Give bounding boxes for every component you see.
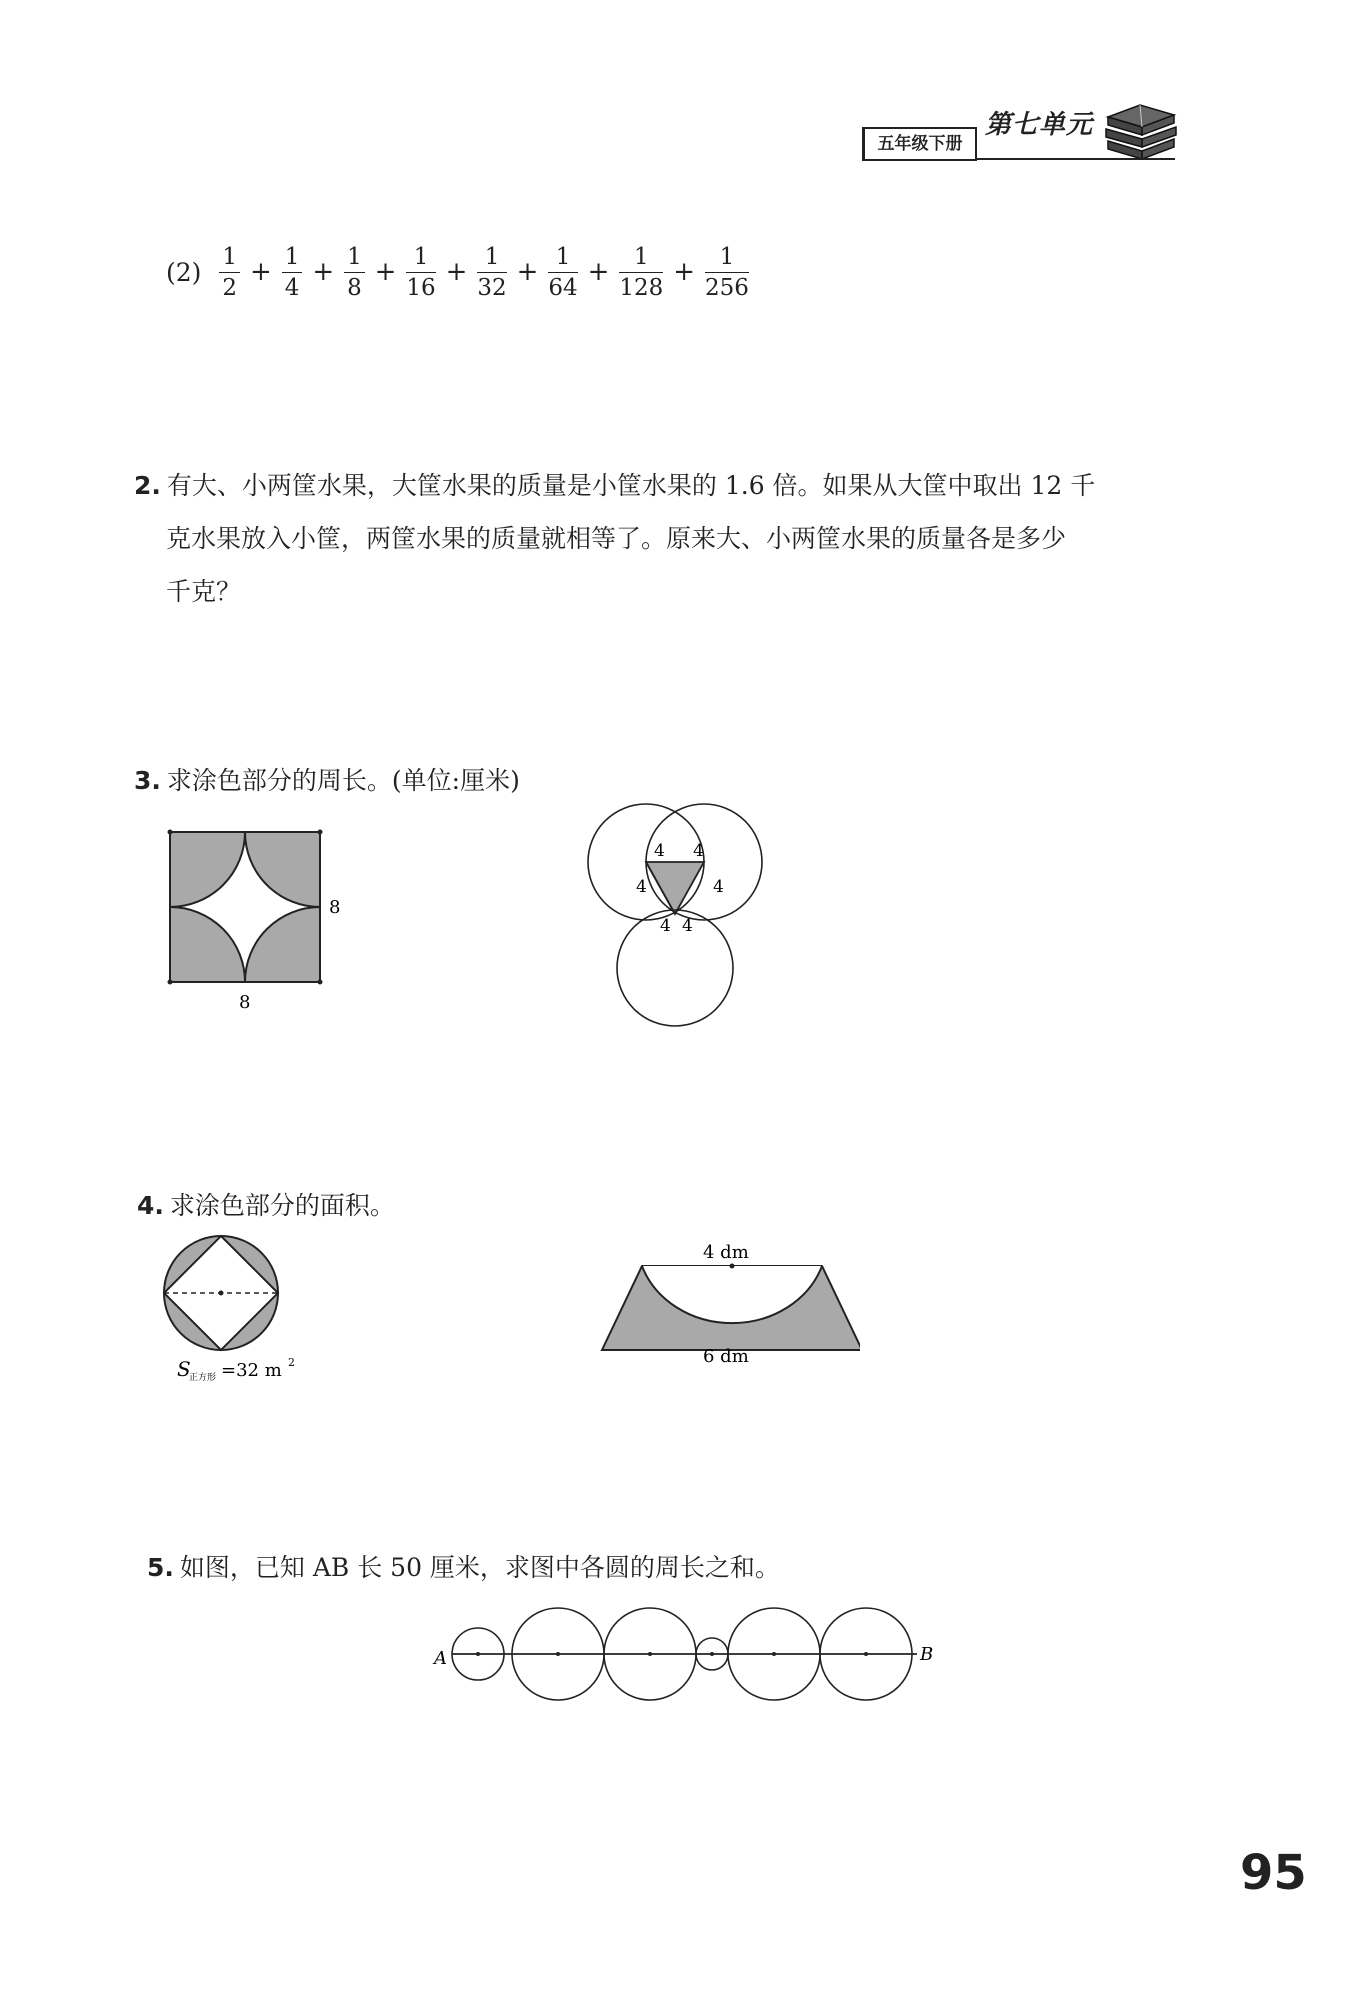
q4-bottom-label: 6 dm	[703, 1346, 749, 1367]
q2-line: 千克？	[166, 577, 242, 606]
fraction: $\frac{1}{64}$	[548, 244, 578, 301]
q5-prompt: 如图，已知 AB 长 50 厘米，求图中各圆的周长之和。	[179, 1553, 780, 1582]
fraction: $\frac{1}{2}$	[219, 242, 240, 303]
svg-text:2: 2	[288, 1356, 295, 1369]
plus-sign: +	[445, 257, 468, 287]
fraction: $\frac{1}{4}$	[282, 242, 303, 303]
plus-sign: +	[516, 257, 539, 287]
q3-text	[134, 758, 520, 803]
plus-sign: +	[673, 257, 696, 287]
q3-side-label: 8	[329, 897, 341, 918]
plus-sign: +	[374, 257, 397, 287]
svg-text:=32 m: =32 m	[221, 1360, 282, 1381]
q5-label-b: B	[920, 1644, 934, 1665]
q2-text	[134, 463, 1214, 614]
q3-fig2-label: 4	[713, 877, 724, 897]
plus-sign: +	[312, 257, 335, 287]
fraction: $\frac{1}{128}$	[619, 244, 664, 301]
q3-figure-square	[160, 822, 360, 1022]
q3-figure-circles	[580, 800, 780, 1040]
q3-prompt: 求涂色部分的周长。(单位:厘米)	[166, 766, 520, 795]
q5-label-a: A	[434, 1648, 447, 1669]
q3-fig2-label: 4	[682, 916, 693, 936]
plus-sign: +	[587, 257, 610, 287]
q3-fig2-label: 4	[636, 877, 647, 897]
q4-top-label: 4 dm	[703, 1242, 749, 1263]
q5-number: 5.	[147, 1553, 174, 1582]
fraction: $\frac{1}{32}$	[477, 244, 507, 301]
q4-prompt: 求涂色部分的面积。	[169, 1191, 395, 1220]
header-rule	[975, 158, 1175, 160]
q5-figure-circles	[430, 1600, 940, 1710]
q3-number: 3.	[134, 766, 161, 795]
q3-bottom-label: 8	[239, 992, 251, 1013]
q1-label: (2)	[166, 258, 202, 287]
q4-text	[137, 1183, 395, 1228]
q5-text	[147, 1545, 780, 1590]
page-number: 95	[1240, 1845, 1307, 1901]
q1-expression	[166, 242, 751, 303]
fraction: $\frac{1}{16}$	[406, 244, 436, 301]
svg-text:正方形: 正方形	[189, 1373, 217, 1383]
q4-figure-circle-square	[160, 1232, 320, 1362]
q2-line: 有大、小两筐水果，大筐水果的质量是小筐水果的 1.6 倍。如果从大筐中取出 12 千	[166, 471, 1096, 500]
q3-fig2-label: 4	[693, 841, 704, 861]
plus-sign: +	[249, 257, 272, 287]
q2-line: 克水果放入小筐，两筐水果的质量就相等了。原来大、小两筐水果的质量各是多少	[166, 524, 1067, 553]
q4-figure-trapezoid	[600, 1236, 860, 1376]
q2-number: 2.	[134, 471, 161, 500]
fraction: $\frac{1}{8}$	[344, 242, 365, 303]
unit-title: 第七单元	[985, 110, 1094, 140]
q3-fig2-label: 4	[654, 841, 665, 861]
grade-label: 五年级下册	[862, 127, 977, 161]
fraction: $\frac{1}{256}$	[704, 244, 749, 301]
q4-number: 4.	[137, 1191, 164, 1220]
q3-fig2-label: 4	[660, 916, 671, 936]
books-icon	[1100, 95, 1180, 165]
q4-fig1-caption	[175, 1352, 315, 1388]
svg-text:S: S	[177, 1357, 191, 1381]
